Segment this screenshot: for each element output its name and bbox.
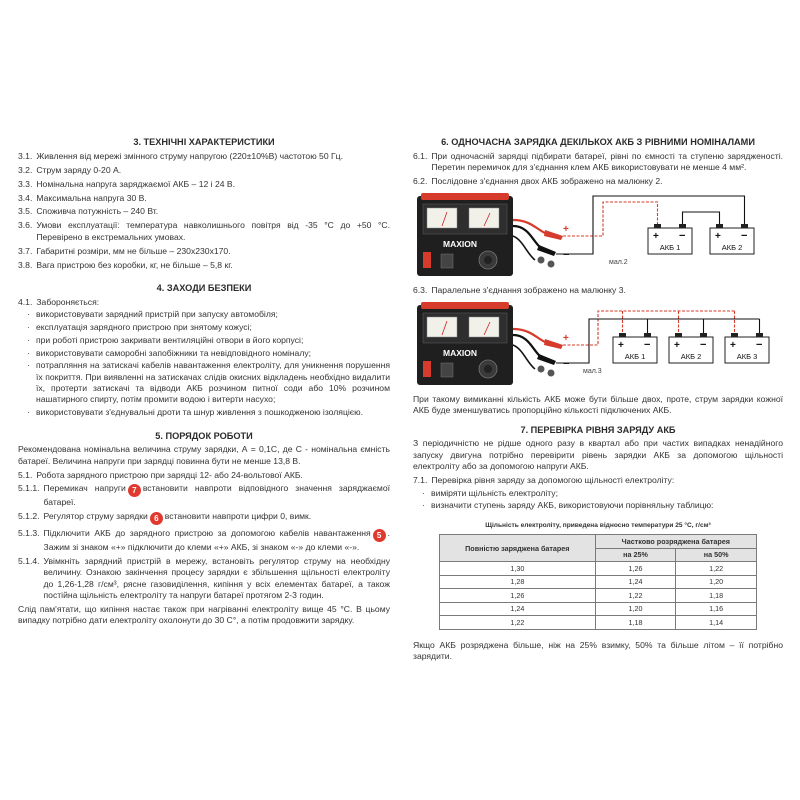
parallel-connection-diagram	[413, 299, 783, 391]
minus-sign: −	[756, 339, 763, 352]
minus-sign: −	[563, 358, 570, 371]
section-7-bullets	[422, 488, 783, 512]
table-row	[440, 575, 757, 589]
item-text: Умови експлуатації: температура навколишнього повітря від -35 °С до +50 °С. Перевірено в екстремальних умовах.	[36, 220, 390, 242]
clamp-ring	[538, 366, 545, 373]
black-clamp	[537, 245, 556, 256]
voltage-switch	[441, 363, 453, 377]
section-7-intro: З періодичністю не рідше одного разу в квартал або при частих випадках ненадійного запуску двигуна потрібно перевірити рівень зарядки АКБ за допомогою щільності електроліту або за допомогою напруги АКБ.	[413, 438, 783, 471]
voltmeter-gauge	[469, 317, 499, 337]
battery-label: АКБ 1	[624, 352, 646, 362]
list-item	[18, 151, 390, 162]
table-cell: 1,24	[440, 602, 596, 616]
positive-wire	[563, 202, 658, 236]
minus-sign: −	[700, 339, 707, 352]
bullet-item	[27, 407, 390, 418]
table-header-25: на 25%	[595, 548, 676, 562]
negative-cable	[513, 335, 541, 357]
cable	[513, 236, 535, 260]
negative-cable	[513, 226, 541, 248]
item-number: 3.3.	[18, 178, 33, 189]
item-number: 3.5.	[18, 206, 33, 217]
bullet-text: виміряти щільність електроліту;	[431, 487, 558, 498]
bullet-text: експлуатація зарядного пристрою при знятому кожусі;	[36, 322, 252, 333]
section-5-note: Слід пам'ятати, що кипіння настає також при нагріванні електроліту вище 45 °С. В цьому випадку потрібно дати електроліту охолонути до 30 С°, а потім продовжити зарядку.	[18, 603, 390, 626]
section-5-title: 5. ПОРЯДОК РОБОТИ	[155, 430, 253, 441]
figure-label: мал.2	[609, 259, 628, 267]
bullet-text: визначити ступень заряду АКБ, використовуючи порівняльну таблицю:	[431, 500, 714, 511]
list-item	[18, 260, 390, 271]
cable	[513, 345, 535, 369]
item-text: Живлення від мережі змінного струму напругою (220±10%В) частотою 50 Гц.	[36, 150, 343, 161]
battery-terminal-negative	[679, 224, 686, 228]
list-item	[413, 475, 783, 486]
plus-sign: +	[730, 340, 736, 352]
battery-terminal-positive	[716, 224, 723, 228]
item-number: 3.7.	[18, 245, 33, 256]
item-number: 5.1.2.	[18, 511, 40, 522]
item-text: При одночасній зарядці підбирати батареї, рівні по ємності та ступеню зарядженості. Перетин перемичок для з'єднання клем АКБ використовувати не менше 4 мм².	[431, 150, 783, 173]
bullet-item	[422, 500, 783, 511]
item-text: Увімкніть зарядний пристрій в мережу, встановіть регулятор струму на необхідну величину. Ознакою закінчення процесу зарядки є збільшення щільності електроліту до 1,26-1,28 г/см³, рясне газовиділення, кипіння у всіх елементах батареї, а також постійна щільність електроліту та напруги батареї протягом 2-3 годин.	[43, 555, 390, 600]
brand-logo: MAXION	[443, 348, 477, 359]
table-header-50: на 50%	[676, 548, 757, 562]
bullet-item	[27, 322, 390, 333]
item-text-part: встановити навпроти відповідного значення заряджаємої батареї.	[43, 483, 390, 508]
battery-label: АКБ 2	[721, 243, 743, 253]
table-row	[440, 602, 757, 616]
item-number: 6.2.	[413, 176, 428, 187]
plus-sign: +	[653, 231, 659, 243]
item-text: Послідовне з'єднання двох АКБ зображено на малюнку 2.	[431, 176, 663, 187]
plus-sign: +	[674, 340, 680, 352]
item-text	[44, 511, 390, 525]
table-row	[440, 616, 757, 630]
section-4-bullets	[27, 309, 390, 418]
list-item	[18, 220, 390, 243]
item-text-part: Перемикач напруги	[43, 483, 126, 494]
bullet-item	[27, 335, 390, 346]
right-column	[413, 136, 783, 663]
table-cell: 1,14	[676, 616, 757, 630]
section-6-note: При такому вимиканні кількість АКБ може бути більше двох, проте, струм зарядки кожної АКБ буде зменшуватись пропорційно кількості підключених АКБ.	[413, 393, 783, 416]
charger-handle	[421, 193, 509, 200]
item-text: Габаритні розміри, мм не більше – 230х230х170.	[36, 245, 231, 256]
bullet-text: використовувати саморобні запобіжники та невідповідного номіналу;	[36, 347, 312, 358]
plus-sign: +	[563, 224, 569, 236]
item-text-part: . Зажим зі знаком «+» підключити до клеми «+» АКБ, зі знаком «-» до клеми «-».	[43, 527, 390, 552]
section-7-footer: Якщо АКБ розряджена більше, ніж на 25% взимку, 50% та більше літом – її потрібно зарядити.	[413, 639, 783, 662]
table-cell: 1,24	[595, 575, 676, 589]
section-4-lead	[18, 297, 390, 308]
bullet-marker: ·	[27, 347, 30, 358]
bullet-text: потрапляння на затискачі кабелів навантаження електроліту, для уникнення порушення їх покриття. При виявленні на затискачах слідів окисних відкладень необхідно видалити їх, протерти затискачі та відводи АКБ розчином питної соди або 10% розчином нашатирного спирту, потім промити водою і витерти насухо;	[36, 360, 390, 405]
plus-sign: +	[563, 333, 569, 345]
bullet-text: використовувати зарядний пристрій при запуску автомобіля;	[36, 309, 278, 320]
current-knob-center	[484, 365, 492, 373]
bullet-marker: ·	[27, 334, 30, 345]
battery-label: АКБ 3	[736, 352, 758, 362]
table-cell: 1,20	[595, 602, 676, 616]
voltmeter-gauge	[469, 208, 499, 228]
battery-terminal-negative	[700, 333, 707, 337]
table-cell: 1,22	[440, 616, 596, 630]
battery-terminal-positive	[675, 333, 682, 337]
item-text: Вага пристрою без коробки, кг, не більше – 5,8 кг.	[36, 259, 233, 270]
left-column	[18, 136, 390, 627]
table-cell: 1,22	[676, 562, 757, 576]
bullet-item	[422, 488, 783, 499]
item-number: 4.1.	[18, 296, 33, 307]
item-number: 5.1.1.	[18, 483, 40, 494]
item-text: Забороняється:	[36, 296, 100, 307]
item-number: 5.1.3.	[18, 527, 40, 538]
red-accent	[423, 252, 431, 268]
current-knob-center	[484, 256, 492, 264]
table-cell: 1,22	[595, 589, 676, 603]
battery-terminal-positive	[654, 224, 661, 228]
bullet-marker: ·	[27, 309, 30, 320]
battery-terminal-positive	[619, 333, 626, 337]
bullet-item	[27, 360, 390, 405]
list-item	[18, 193, 390, 204]
bullet-text: використовувати з'єднувальні дроти та шнур живлення з пошкодженою ізоляцією.	[36, 407, 363, 418]
list-item	[18, 246, 390, 257]
battery-label: АКБ 1	[659, 243, 681, 253]
section-7-title: 7. ПЕРЕВІРКА РІВНЯ ЗАРЯДУ АКБ	[520, 424, 676, 435]
item-number: 7.1.	[413, 474, 428, 485]
callout-number-badge: 7	[128, 484, 141, 497]
series-connection-diagram	[413, 190, 783, 282]
list-item	[18, 470, 390, 481]
bullet-marker: ·	[27, 407, 30, 418]
table-header-full: Повністю заряджена батарея	[440, 535, 596, 562]
callout-number-badge: 5	[373, 529, 386, 542]
figure-label: мал.3	[583, 368, 602, 376]
list-item	[18, 179, 390, 190]
list-item	[18, 206, 390, 217]
callout-number-badge: 6	[150, 512, 163, 525]
item-text: Споживча потужність – 240 Вт.	[36, 206, 159, 217]
table-body	[440, 562, 757, 630]
diagram-svg	[413, 299, 783, 391]
plus-sign: +	[715, 231, 721, 243]
brand-logo: MAXION	[443, 239, 477, 250]
battery-terminal-negative	[741, 224, 748, 228]
list-item	[18, 165, 390, 176]
item-number: 3.2.	[18, 164, 33, 175]
minus-sign: −	[679, 230, 686, 243]
table-row	[440, 562, 757, 576]
bullet-text: при роботі пристрою закривати вентиляційні отвори в його корпусі;	[36, 334, 304, 345]
table-cell: 1,20	[676, 575, 757, 589]
battery-terminal-negative	[644, 333, 651, 337]
section-6-title: 6. ОДНОЧАСНА ЗАРЯДКА ДЕКІЛЬКОХ АКБ З РІВНИМИ НОМІНАЛАМИ	[441, 137, 755, 147]
black-clamp	[537, 354, 556, 365]
item-text: Робота зарядного пристрою при зарядці 12- або 24-вольтової АКБ.	[36, 469, 303, 480]
item-text-part: Підключити АКБ до зарядного пристрою за допомогою кабелів навантаження	[43, 527, 371, 538]
bullet-marker: ·	[27, 360, 30, 371]
density-table	[439, 534, 757, 630]
red-clamp	[544, 230, 563, 240]
charger-handle	[421, 302, 509, 309]
item-number: 5.1.	[18, 469, 33, 480]
item-number: 3.4.	[18, 192, 33, 203]
battery-label: АКБ 2	[680, 352, 702, 362]
bullet-item	[27, 348, 390, 359]
section-5-intro: Рекомендована номінальна величина струму зарядки, А = 0,1С, де С - номінальна ємність батареї. Величина напруги при зарядці повинна бути не менше 13,8 В.	[18, 444, 390, 466]
item-text: Струм заряду 0-20 А.	[36, 164, 122, 175]
item-number: 6.1.	[413, 150, 428, 161]
item-number: 5.1.4.	[18, 555, 40, 566]
table-cell: 1,26	[595, 562, 676, 576]
list-item	[413, 285, 783, 296]
item-text-part: встановити навпроти цифри 0, вимк.	[164, 511, 312, 522]
section-4-title: 4. ЗАХОДИ БЕЗПЕКИ	[156, 282, 252, 293]
list-item	[413, 151, 783, 174]
item-number: 3.8.	[18, 259, 33, 270]
clamp-ring	[538, 257, 545, 264]
list-item	[413, 176, 783, 187]
list-item	[18, 556, 390, 601]
item-text: Номінальна напруга заряджаємої АКБ – 12 і 24 В.	[36, 178, 236, 189]
battery-terminal-negative	[756, 333, 763, 337]
clamp-ring	[548, 261, 555, 268]
table-cell: 1,16	[676, 602, 757, 616]
section-3-list	[18, 151, 390, 271]
item-text: Максимальна напруга 30 В.	[36, 192, 147, 203]
list-item	[18, 511, 390, 525]
minus-sign: −	[644, 339, 651, 352]
jumper-wire	[683, 212, 720, 224]
table-cell: 1,26	[440, 589, 596, 603]
section-3-title: 3. ТЕХНІЧНІ ХАРАКТЕРИСТИКИ	[133, 137, 275, 147]
voltage-switch	[441, 254, 453, 268]
bullet-marker: ·	[422, 500, 425, 511]
item-text-part: Регулятор струму зарядки	[43, 511, 148, 522]
table-row	[440, 589, 757, 603]
table-cell: 1,28	[440, 575, 596, 589]
minus-sign: −	[741, 230, 748, 243]
item-number: 3.1.	[18, 150, 33, 161]
section-6-list	[413, 151, 783, 188]
item-number: 6.3.	[413, 284, 428, 295]
item-text	[44, 483, 390, 508]
plus-sign: +	[618, 340, 624, 352]
item-text: Перевірка рівня заряду за допомогою щільності електроліту:	[431, 474, 675, 485]
clamp-ring	[548, 370, 555, 377]
list-item	[18, 483, 390, 508]
minus-sign: −	[563, 249, 570, 262]
list-item	[18, 528, 390, 553]
table-cell: 1,30	[440, 562, 596, 576]
red-clamp	[544, 339, 563, 349]
table-cell: 1,18	[676, 589, 757, 603]
diagram-svg	[413, 190, 783, 282]
table-cell: 1,18	[595, 616, 676, 630]
item-text: Паралельне з'єднання зображено на малюнку 3.	[431, 284, 626, 295]
section-5-list	[18, 470, 390, 602]
red-accent	[423, 361, 431, 377]
bullet-marker: ·	[422, 487, 425, 498]
table-caption: Щільність електроліту, приведена відносно температури 25 °С, г/см³	[485, 521, 711, 529]
table-header-partial: Частково розряджена батарея	[595, 535, 756, 549]
bullet-item	[27, 309, 390, 320]
item-number: 3.6.	[18, 220, 33, 231]
item-text	[44, 528, 390, 553]
battery-terminal-positive	[731, 333, 738, 337]
bullet-marker: ·	[27, 322, 30, 333]
